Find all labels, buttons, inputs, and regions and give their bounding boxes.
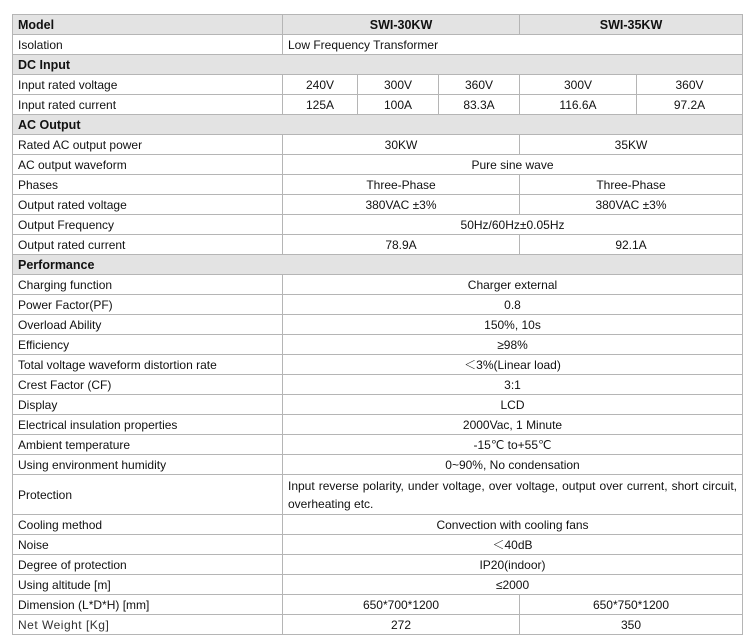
- input-voltage-cell: 300V: [358, 75, 439, 95]
- model-a-header: SWI-30KW: [283, 15, 520, 35]
- protection-degree-value: IP20(indoor): [283, 555, 743, 575]
- output-current-b: 92.1A: [520, 235, 743, 255]
- humidity-label: Using environment humidity: [13, 455, 283, 475]
- table-row-crest-factor: [13, 375, 743, 395]
- output-power-a: 30KW: [283, 135, 520, 155]
- overload-label: Overload Ability: [13, 315, 283, 335]
- waveform-value: Pure sine wave: [283, 155, 743, 175]
- table-row-ambient: [13, 435, 743, 455]
- display-label: Display: [13, 395, 283, 415]
- power-factor-label: Power Factor(PF): [13, 295, 283, 315]
- input-current-cell: 100A: [358, 95, 439, 115]
- efficiency-label: Efficiency: [13, 335, 283, 355]
- protection-value: Input reverse polarity, under voltage, over voltage, output over current, short circuit, overheating etc.: [283, 475, 743, 515]
- dimension-label: Dimension (L*D*H) [mm]: [13, 595, 283, 615]
- output-frequency-label: Output Frequency: [13, 215, 283, 235]
- input-current-cell: 97.2A: [637, 95, 743, 115]
- display-value: LCD: [283, 395, 743, 415]
- table-row-power-factor: [13, 295, 743, 315]
- phases-label: Phases: [13, 175, 283, 195]
- output-voltage-label: Output rated voltage: [13, 195, 283, 215]
- efficiency-value: ≥98%: [283, 335, 743, 355]
- output-voltage-a: 380VAC ±3%: [283, 195, 520, 215]
- output-power-b: 35KW: [520, 135, 743, 155]
- table-row-insulation: [13, 415, 743, 435]
- charging-label: Charging function: [13, 275, 283, 295]
- table-row-cooling: [13, 515, 743, 535]
- table-row-isolation: [13, 35, 743, 55]
- altitude-value: ≤2000: [283, 575, 743, 595]
- insulation-value: 2000Vac, 1 Minute: [283, 415, 743, 435]
- input-voltage-cell: 240V: [283, 75, 358, 95]
- input-voltage-cell: 360V: [439, 75, 520, 95]
- table-row-protection: [13, 475, 743, 515]
- section-ac-output: [13, 115, 743, 135]
- spec-table: [12, 14, 743, 635]
- table-row-protection-degree: [13, 555, 743, 575]
- output-current-label: Output rated current: [13, 235, 283, 255]
- section-title-ac-output: AC Output: [13, 115, 743, 135]
- model-label: Model: [13, 15, 283, 35]
- table-row-phases: [13, 175, 743, 195]
- table-row-output-power: [13, 135, 743, 155]
- table-row-output-frequency: [13, 215, 743, 235]
- output-power-label: Rated AC output power: [13, 135, 283, 155]
- input-voltage-cell: 300V: [520, 75, 637, 95]
- table-row-weight: [13, 615, 743, 635]
- table-row-display: [13, 395, 743, 415]
- table-row-distortion: [13, 355, 743, 375]
- output-voltage-b: 380VAC ±3%: [520, 195, 743, 215]
- table-row-overload: [13, 315, 743, 335]
- output-current-a: 78.9A: [283, 235, 520, 255]
- humidity-value: 0~90%, No condensation: [283, 455, 743, 475]
- table-row-dimension: [13, 595, 743, 615]
- ambient-value: -15℃ to+55℃: [283, 435, 743, 455]
- input-voltage-label: Input rated voltage: [13, 75, 283, 95]
- ambient-label: Ambient temperature: [13, 435, 283, 455]
- table-row-waveform: [13, 155, 743, 175]
- table-row-noise: [13, 535, 743, 555]
- distortion-value: ＜3%(Linear load): [283, 355, 743, 375]
- weight-label: Net Weight [Kg]: [13, 615, 283, 635]
- distortion-label: Total voltage waveform distortion rate: [13, 355, 283, 375]
- table-row-input-current: [13, 95, 743, 115]
- crest-factor-label: Crest Factor (CF): [13, 375, 283, 395]
- input-current-cell: 125A: [283, 95, 358, 115]
- cooling-label: Cooling method: [13, 515, 283, 535]
- section-title-dc-input: DC Input: [13, 55, 743, 75]
- weight-b: 350: [520, 615, 743, 635]
- table-row-input-voltage: [13, 75, 743, 95]
- noise-label: Noise: [13, 535, 283, 555]
- section-title-performance: Performance: [13, 255, 743, 275]
- dimension-b: 650*750*1200: [520, 595, 743, 615]
- section-dc-input: [13, 55, 743, 75]
- table-row-output-current: [13, 235, 743, 255]
- phases-b: Three-Phase: [520, 175, 743, 195]
- table-row-altitude: [13, 575, 743, 595]
- weight-a: 272: [283, 615, 520, 635]
- protection-label: Protection: [13, 475, 283, 515]
- input-current-cell: 83.3A: [439, 95, 520, 115]
- table-row-efficiency: [13, 335, 743, 355]
- phases-a: Three-Phase: [283, 175, 520, 195]
- section-performance: [13, 255, 743, 275]
- table-row-humidity: [13, 455, 743, 475]
- table-row-model: [13, 15, 743, 35]
- power-factor-value: 0.8: [283, 295, 743, 315]
- protection-degree-label: Degree of protection: [13, 555, 283, 575]
- cooling-value: Convection with cooling fans: [283, 515, 743, 535]
- dimension-a: 650*700*1200: [283, 595, 520, 615]
- input-current-cell: 116.6A: [520, 95, 637, 115]
- overload-value: 150%, 10s: [283, 315, 743, 335]
- insulation-label: Electrical insulation properties: [13, 415, 283, 435]
- input-voltage-cell: 360V: [637, 75, 743, 95]
- output-frequency-value: 50Hz/60Hz±0.05Hz: [283, 215, 743, 235]
- altitude-label: Using altitude [m]: [13, 575, 283, 595]
- isolation-label: Isolation: [13, 35, 283, 55]
- input-current-label: Input rated current: [13, 95, 283, 115]
- noise-value: ＜40dB: [283, 535, 743, 555]
- waveform-label: AC output waveform: [13, 155, 283, 175]
- crest-factor-value: 3:1: [283, 375, 743, 395]
- charging-value: Charger external: [283, 275, 743, 295]
- table-row-charging: [13, 275, 743, 295]
- table-row-output-voltage: [13, 195, 743, 215]
- isolation-value: Low Frequency Transformer: [283, 35, 743, 55]
- model-b-header: SWI-35KW: [520, 15, 743, 35]
